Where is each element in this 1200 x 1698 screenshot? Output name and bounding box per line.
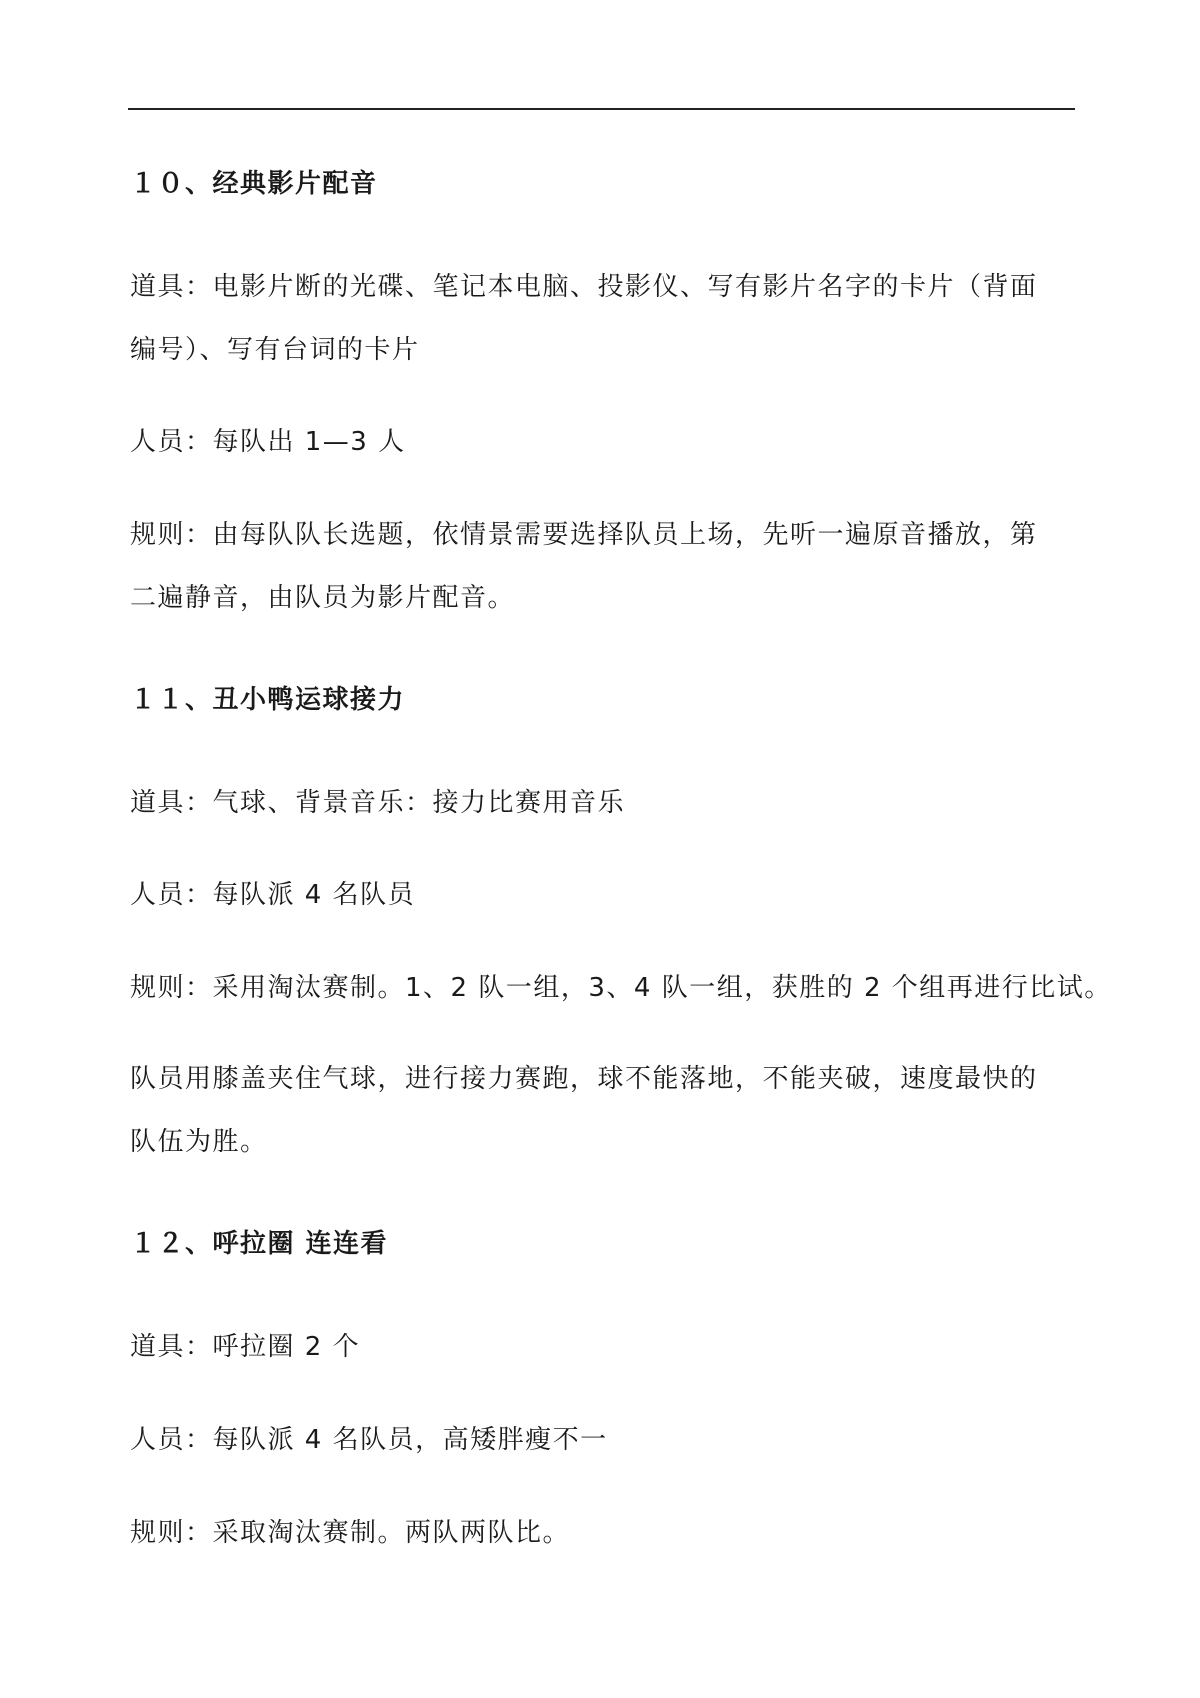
section-heading: １０、经典影片配音	[130, 169, 378, 199]
rules-line: 二遍静音，由队员为影片配音。	[130, 583, 516, 613]
section-heading: １１、丑小鸭运球接力	[130, 685, 406, 715]
props-line: 道具：电影片断的光碟、笔记本电脑、投影仪、写有影片名字的卡片（背面	[130, 272, 1038, 302]
props-line: 编号）、写有台词的卡片	[130, 335, 420, 365]
rules-line: 规则：采用淘汰赛制。1、2 队一组，3、4 队一组，获胜的 2 个组再进行比试。	[130, 973, 1112, 1003]
rules-line: 规则：由每队队长选题，依情景需要选择队员上场，先听一遍原音播放，第	[130, 520, 1038, 550]
people-line: 人员：每队出 1—3 人	[130, 427, 406, 457]
rules-line: 规则：采取淘汰赛制。两队两队比。	[130, 1518, 571, 1548]
props-line: 道具：气球、背景音乐：接力比赛用音乐	[130, 788, 626, 818]
header-divider	[128, 108, 1075, 110]
section-heading: １２、呼拉圈 连连看	[130, 1229, 389, 1259]
rules-line: 队员用膝盖夹住气球，进行接力赛跑，球不能落地，不能夹破，速度最快的	[130, 1064, 1038, 1094]
people-line: 人员：每队派 4 名队员	[130, 880, 416, 910]
rules-line: 队伍为胜。	[130, 1127, 268, 1157]
people-line: 人员：每队派 4 名队员，高矮胖瘦不一	[130, 1425, 608, 1455]
props-line: 道具：呼拉圈 2 个	[130, 1332, 361, 1362]
